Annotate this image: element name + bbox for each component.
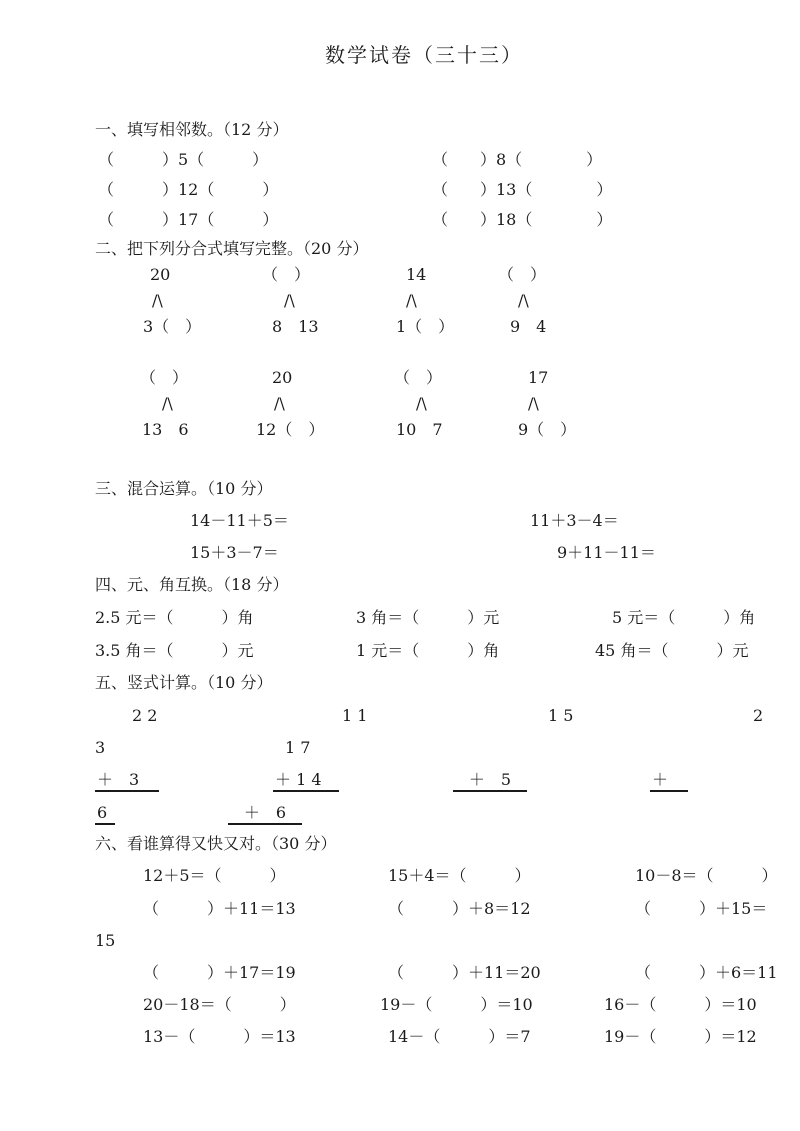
section-5-heading: 五、竖式计算。（10 分） [95, 673, 273, 692]
s6-item-1: 12＋5＝（ ） [143, 866, 286, 885]
decompose-5-bottom: 13 6 [142, 420, 189, 439]
decompose-3-symbol: /\ [406, 291, 417, 310]
decompose-5-top: （ ） [140, 368, 189, 387]
s4-item-1: 2.5 元＝（ ）角 [95, 608, 254, 627]
s5-r3-c [453, 770, 527, 792]
s5-r3-c-text: ＋ 5 [453, 770, 527, 792]
section-6-heading: 六、看谁算得又快又对。（30 分） [95, 834, 337, 853]
s5-r3-d [650, 770, 688, 792]
s5-r2-b: 1 7 [285, 738, 311, 757]
s6-item-3: 10－8＝（ ） [635, 866, 778, 885]
s1-row-1-left: （ ）5（ ） [98, 150, 269, 169]
s1-row-3-left: （ ）17（ ） [98, 210, 279, 229]
s5-r4-b [228, 803, 302, 825]
s3-item-3: 15＋3－7＝ [190, 543, 279, 562]
decompose-6-top: 20 [272, 368, 293, 387]
section-4-heading: 四、元、角互换。（18 分） [95, 575, 289, 594]
decompose-8-bottom: 9（ ） [518, 420, 577, 439]
s5-r1-c: 1 5 [548, 706, 574, 725]
s4-item-6: 45 角＝（ ）元 [595, 641, 749, 660]
s3-item-4: 9＋11－11＝ [557, 543, 656, 562]
s5-r1-d: 2 [753, 706, 764, 725]
s5-r1-a: 2 2 [132, 706, 158, 725]
s5-r4-a [95, 803, 115, 825]
s5-r3-d-text: ＋ [650, 770, 688, 792]
s4-item-4: 3.5 角＝（ ）元 [95, 641, 254, 660]
s6-item-11: 19－（ ）＝10 [380, 995, 533, 1014]
decompose-3-bottom: 1（ ） [396, 317, 455, 336]
decompose-4-top: （ ） [498, 265, 547, 284]
s4-item-2: 3 角＝（ ）元 [356, 608, 500, 627]
section-2-heading: 二、把下列分合式填写完整。（20 分） [95, 239, 369, 258]
s6-item-10: 20－18＝（ ） [143, 995, 296, 1014]
s3-item-2: 11＋3－4＝ [530, 511, 619, 530]
s5-r4-a-text: 6 [95, 803, 115, 825]
decompose-6-bottom: 12（ ） [256, 420, 325, 439]
decompose-1-bottom: 3（ ） [143, 317, 202, 336]
s5-r1-b: 1 1 [342, 706, 368, 725]
decompose-7-top: （ ） [394, 368, 443, 387]
decompose-4-symbol: /\ [518, 291, 529, 310]
page-title: 数学试卷（三十三） [325, 43, 523, 67]
decompose-5-symbol: /\ [162, 394, 173, 413]
s6-item-2: 15＋4＝（ ） [388, 866, 531, 885]
s1-row-2-right: （ ）13（ ） [432, 180, 613, 199]
decompose-2-top: （ ） [262, 265, 311, 284]
s6-item-14: 14－（ ）＝7 [388, 1027, 531, 1046]
s6-item-15: 19－（ ）＝12 [604, 1027, 757, 1046]
decompose-1-top: 20 [150, 265, 171, 284]
decompose-7-bottom: 10 7 [396, 420, 443, 439]
section-3-heading: 三、混合运算。（10 分） [95, 479, 273, 498]
decompose-8-symbol: /\ [528, 394, 539, 413]
s4-item-3: 5 元＝（ ）角 [612, 608, 756, 627]
decompose-4-bottom: 9 4 [510, 317, 547, 336]
s5-r3-a-text: ＋ 3 [95, 770, 159, 792]
s4-item-5: 1 元＝（ ）角 [356, 641, 500, 660]
s6-item-7: （ ）＋17＝19 [143, 963, 296, 982]
decompose-2-bottom: 8 13 [272, 317, 319, 336]
s1-row-2-left: （ ）12（ ） [98, 180, 279, 199]
s1-row-3-right: （ ）18（ ） [432, 210, 613, 229]
decompose-8-top: 17 [528, 368, 549, 387]
decompose-3-top: 14 [406, 265, 427, 284]
s6-item-12: 16－（ ）＝10 [604, 995, 757, 1014]
s5-r3-b [273, 770, 339, 792]
decompose-1-symbol: /\ [152, 291, 163, 310]
s6-item-9: （ ）＋6＝11 [635, 963, 778, 982]
s6-item-8: （ ）＋11＝20 [388, 963, 541, 982]
s5-r2-a: 3 [95, 738, 106, 757]
section-1-heading: 一、填写相邻数。（12 分） [95, 120, 289, 139]
s5-r3-b-text: ＋ 1 4 [273, 770, 339, 792]
s5-r3-a [95, 770, 159, 792]
decompose-2-symbol: /\ [284, 291, 295, 310]
s6-item-5: （ ）＋8＝12 [388, 899, 531, 918]
s6-item-6-cont: 15 [95, 931, 116, 950]
decompose-6-symbol: /\ [274, 394, 285, 413]
s1-row-1-right: （ ）8（ ） [432, 150, 603, 169]
s6-item-6: （ ）＋15＝ [635, 899, 768, 918]
s6-item-4: （ ）＋11＝13 [143, 899, 296, 918]
decompose-7-symbol: /\ [416, 394, 427, 413]
s5-r4-b-text: ＋ 6 [228, 803, 302, 825]
s6-item-13: 13－（ ）＝13 [143, 1027, 296, 1046]
s3-item-1: 14－11＋5＝ [190, 511, 289, 530]
